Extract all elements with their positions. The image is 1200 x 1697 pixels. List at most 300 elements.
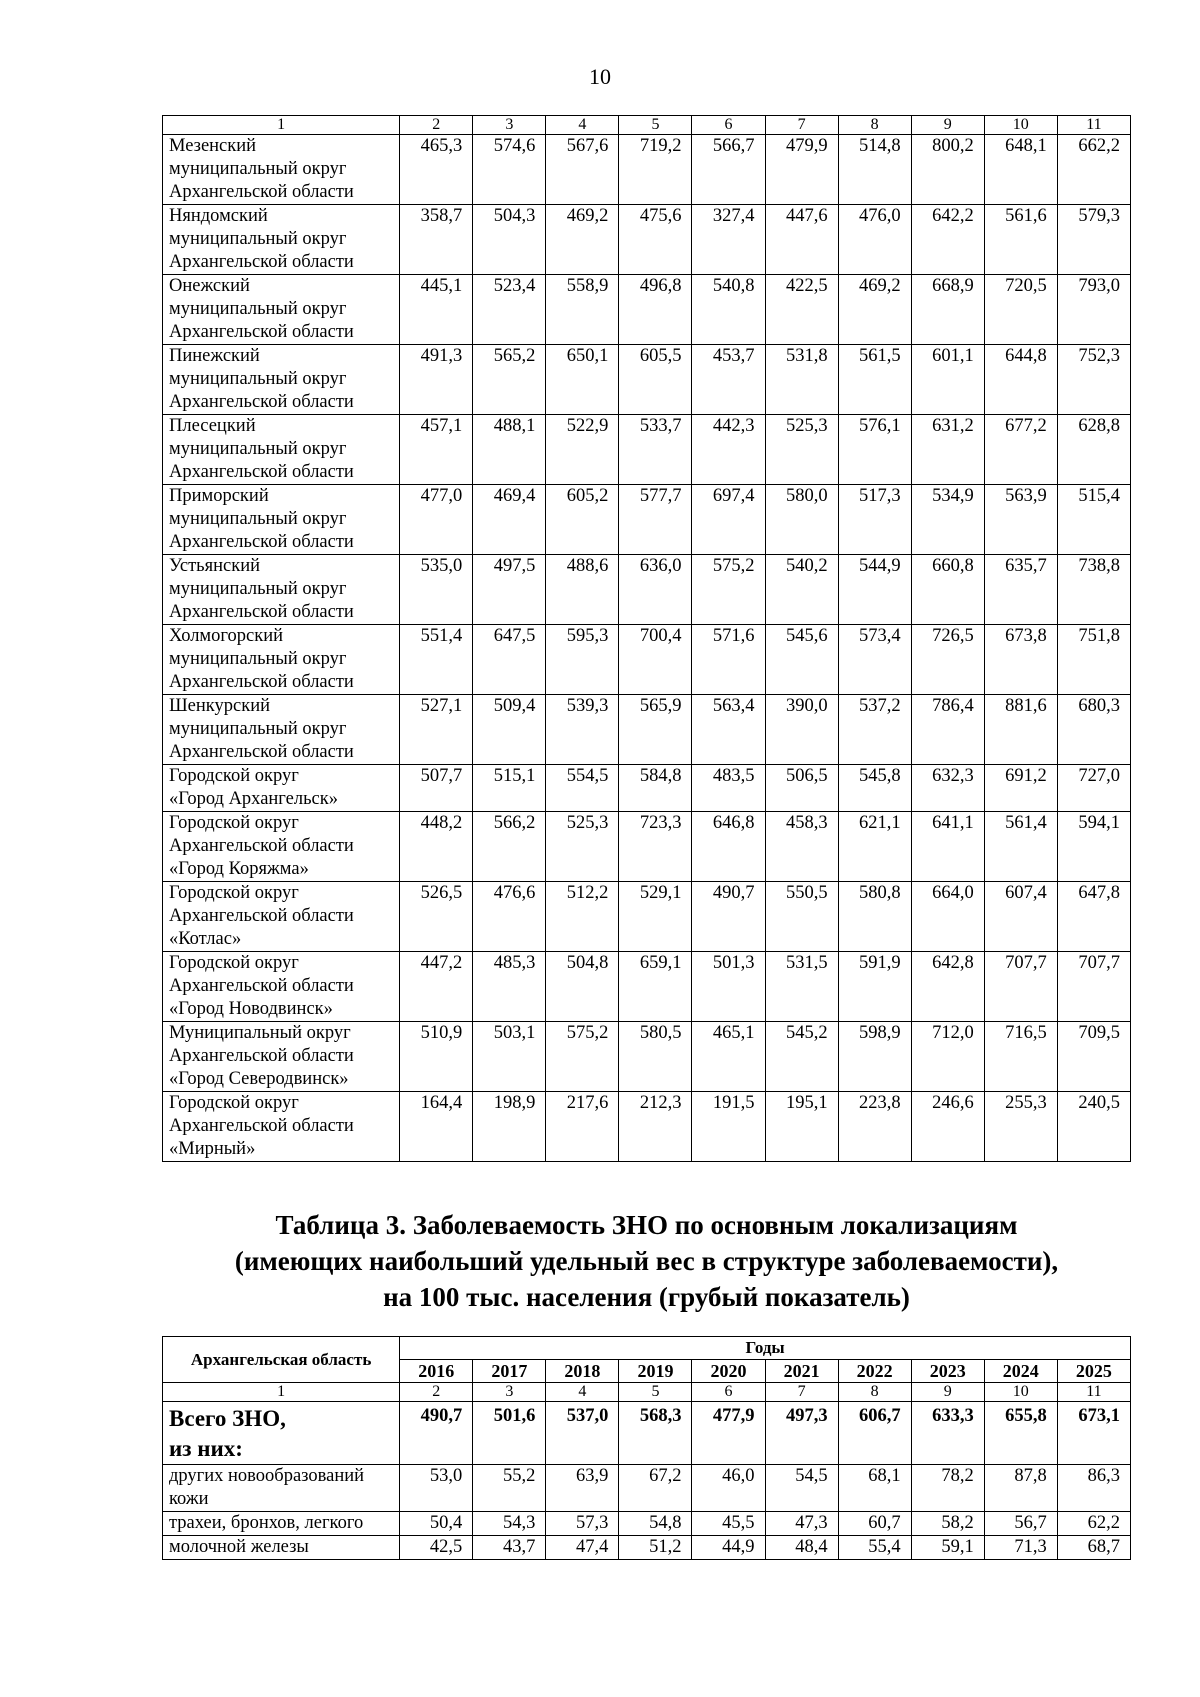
value-cell: 668,9 [911,275,984,345]
value-cell: 641,1 [911,812,984,882]
value-cell: 677,2 [984,415,1057,485]
row-name-line: Архангельской области [169,532,354,552]
value-cell: 650,1 [546,345,619,415]
year-cell: 2023 [911,1360,984,1383]
value-cell: 47,3 [765,1512,838,1536]
value-cell: 44,9 [692,1536,765,1560]
value-cell: 605,2 [546,485,619,555]
value-cell: 255,3 [984,1092,1057,1162]
column-index-cell: 10 [984,1383,1057,1402]
value-cell: 525,3 [546,812,619,882]
value-cell: 442,3 [692,415,765,485]
value-cell: 43,7 [473,1536,546,1560]
row-name-line: трахеи, бронхов, легкого [169,1513,364,1533]
row-name-line: Архангельской области [169,602,354,622]
value-cell: 545,2 [765,1022,838,1092]
value-cell: 561,5 [838,345,911,415]
value-cell: 497,5 [473,555,546,625]
value-cell: 246,6 [911,1092,984,1162]
value-cell: 240,5 [1057,1092,1130,1162]
value-cell: 580,8 [838,882,911,952]
value-cell: 635,7 [984,555,1057,625]
row-name-line: Холмогорский [169,626,284,646]
row-name-cell [163,812,400,882]
value-cell: 680,3 [1057,695,1130,765]
value-cell: 54,5 [765,1465,838,1512]
column-index-cell: 1 [163,1383,400,1402]
value-cell: 537,0 [546,1402,619,1465]
value-cell: 540,8 [692,275,765,345]
row-name-cell [163,882,400,952]
value-cell: 507,7 [400,765,473,812]
row-name-line: Онежский [169,276,250,296]
row-name-line: Мезенский [169,136,257,156]
value-cell: 719,2 [619,135,692,205]
row-name-line: других новообразований [169,1466,365,1486]
table-row [163,345,1131,415]
value-cell: 86,3 [1057,1465,1130,1512]
value-cell: 793,0 [1057,275,1130,345]
value-cell: 535,0 [400,555,473,625]
value-cell: 453,7 [692,345,765,415]
row-name-line: Няндомский [169,206,268,226]
value-cell: 485,3 [473,952,546,1022]
table-row [163,952,1131,1022]
table-row [163,1465,1131,1512]
value-cell: 644,8 [984,345,1057,415]
row-name-cell [163,1536,400,1560]
value-cell: 550,5 [765,882,838,952]
value-cell: 477,0 [400,485,473,555]
row-name-cell [163,135,400,205]
value-cell: 712,0 [911,1022,984,1092]
value-cell: 476,6 [473,882,546,952]
value-cell: 465,3 [400,135,473,205]
value-cell: 447,6 [765,205,838,275]
value-cell: 523,4 [473,275,546,345]
value-cell: 642,2 [911,205,984,275]
value-cell: 726,5 [911,625,984,695]
value-cell: 631,2 [911,415,984,485]
value-cell: 53,0 [400,1465,473,1512]
value-cell: 488,1 [473,415,546,485]
value-cell: 691,2 [984,765,1057,812]
value-cell: 647,5 [473,625,546,695]
value-cell: 800,2 [911,135,984,205]
value-cell: 483,5 [692,765,765,812]
row-name-cell [163,205,400,275]
table-row [163,555,1131,625]
table-row [163,205,1131,275]
row-name-cell [163,625,400,695]
row-name-line: Архангельской области [169,906,354,926]
row-name-line: кожи [169,1489,209,1509]
table-row [163,882,1131,952]
value-cell: 527,1 [400,695,473,765]
row-name-line: Городской округ [169,813,299,833]
column-index-cell: 4 [546,116,619,135]
table-row [163,1092,1131,1162]
total-row [163,1402,1131,1465]
year-cell: 2025 [1057,1360,1130,1383]
value-cell: 563,9 [984,485,1057,555]
value-cell: 191,5 [692,1092,765,1162]
value-cell: 579,3 [1057,205,1130,275]
value-cell: 606,7 [838,1402,911,1465]
table-row [163,1512,1131,1536]
value-cell: 697,4 [692,485,765,555]
column-index-cell: 5 [619,116,692,135]
value-cell: 647,8 [1057,882,1130,952]
value-cell: 503,1 [473,1022,546,1092]
value-cell: 512,2 [546,882,619,952]
row-name-cell [163,765,400,812]
row-name-cell [163,275,400,345]
value-cell: 554,5 [546,765,619,812]
column-index-cell: 2 [400,1383,473,1402]
value-cell: 448,2 [400,812,473,882]
row-name-cell [163,1465,400,1512]
row-name-line: Архангельской области [169,742,354,762]
value-cell: 580,5 [619,1022,692,1092]
value-cell: 636,0 [619,555,692,625]
column-index-cell: 8 [838,1383,911,1402]
value-cell: 510,9 [400,1022,473,1092]
value-cell: 71,3 [984,1536,1057,1560]
value-cell: 563,4 [692,695,765,765]
value-cell: 479,9 [765,135,838,205]
value-cell: 720,5 [984,275,1057,345]
row-name-line: молочной железы [169,1537,309,1557]
year-cell: 2019 [619,1360,692,1383]
column-index-row [163,116,1131,135]
value-cell: 533,7 [619,415,692,485]
value-cell: 594,1 [1057,812,1130,882]
value-cell: 515,1 [473,765,546,812]
value-cell: 422,5 [765,275,838,345]
year-cell: 2024 [984,1360,1057,1383]
row-name-line: из них: [169,1436,243,1461]
row-name-line: Городской округ [169,883,299,903]
value-cell: 595,3 [546,625,619,695]
value-cell: 558,9 [546,275,619,345]
value-cell: 501,6 [473,1402,546,1465]
year-cell: 2016 [400,1360,473,1383]
value-cell: 577,7 [619,485,692,555]
region-header: Архангельская область [163,1337,400,1383]
value-cell: 217,6 [546,1092,619,1162]
row-name-line: муниципальный округ [169,579,347,599]
value-cell: 490,7 [400,1402,473,1465]
row-name-line: Архангельской области [169,1046,354,1066]
value-cell: 574,6 [473,135,546,205]
value-cell: 751,8 [1057,625,1130,695]
row-name-cell [163,1402,400,1465]
value-cell: 51,2 [619,1536,692,1560]
value-cell: 48,4 [765,1536,838,1560]
value-cell: 545,8 [838,765,911,812]
value-cell: 522,9 [546,415,619,485]
value-cell: 621,1 [838,812,911,882]
table3-caption [162,1207,1131,1315]
value-cell: 447,2 [400,952,473,1022]
value-cell: 517,3 [838,485,911,555]
value-cell: 477,9 [692,1402,765,1465]
row-name-cell [163,695,400,765]
value-cell: 539,3 [546,695,619,765]
value-cell: 45,5 [692,1512,765,1536]
value-cell: 598,9 [838,1022,911,1092]
value-cell: 531,8 [765,345,838,415]
value-cell: 55,4 [838,1536,911,1560]
value-cell: 164,4 [400,1092,473,1162]
value-cell: 565,9 [619,695,692,765]
value-cell: 47,4 [546,1536,619,1560]
value-cell: 561,6 [984,205,1057,275]
value-cell: 68,1 [838,1465,911,1512]
row-name-line: «Котлас» [169,929,242,949]
row-name-cell [163,952,400,1022]
value-cell: 526,5 [400,882,473,952]
table-row [163,275,1131,345]
value-cell: 707,7 [1057,952,1130,1022]
header-row [163,1337,1131,1360]
value-cell: 42,5 [400,1536,473,1560]
value-cell: 642,8 [911,952,984,1022]
row-name-line: «Город Новодвинск» [169,999,333,1019]
value-cell: 660,8 [911,555,984,625]
row-name-line: Архангельской области [169,462,354,482]
value-cell: 501,3 [692,952,765,1022]
table-row [163,1536,1131,1560]
value-cell: 571,6 [692,625,765,695]
column-index-cell: 6 [692,1383,765,1402]
value-cell: 58,2 [911,1512,984,1536]
value-cell: 63,9 [546,1465,619,1512]
row-name-line: муниципальный округ [169,369,347,389]
value-cell: 881,6 [984,695,1057,765]
value-cell: 673,8 [984,625,1057,695]
value-cell: 700,4 [619,625,692,695]
column-index-cell: 9 [911,116,984,135]
column-index-cell: 7 [765,1383,838,1402]
row-name-line: муниципальный округ [169,229,347,249]
caption-line: Таблица 3. Заболеваемость ЗНО по основным локализациям [275,1210,1018,1240]
value-cell: 664,0 [911,882,984,952]
row-name-line: «Город Архангельск» [169,789,338,809]
row-name-line: Всего ЗНО, [169,1406,286,1431]
value-cell: 67,2 [619,1465,692,1512]
value-cell: 551,4 [400,625,473,695]
value-cell: 54,8 [619,1512,692,1536]
row-name-line: Городской округ [169,766,299,786]
value-cell: 496,8 [619,275,692,345]
row-name-line: муниципальный округ [169,299,347,319]
table-row [163,695,1131,765]
column-index-cell: 5 [619,1383,692,1402]
table-row [163,135,1131,205]
table-row [163,812,1131,882]
row-name-line: «Мирный» [169,1139,256,1159]
row-name-cell [163,555,400,625]
value-cell: 488,6 [546,555,619,625]
column-index-cell: 2 [400,116,473,135]
value-cell: 514,8 [838,135,911,205]
row-name-cell [163,1092,400,1162]
value-cell: 633,3 [911,1402,984,1465]
value-cell: 584,8 [619,765,692,812]
caption-line: (имеющих наибольший удельный вес в структуре заболеваемости), [234,1246,1059,1276]
year-cell: 2021 [765,1360,838,1383]
value-cell: 544,9 [838,555,911,625]
value-cell: 515,4 [1057,485,1130,555]
value-cell: 580,0 [765,485,838,555]
value-cell: 445,1 [400,275,473,345]
value-cell: 655,8 [984,1402,1057,1465]
value-cell: 475,6 [619,205,692,275]
localization-table [162,1336,1131,1560]
value-cell: 469,4 [473,485,546,555]
row-name-line: Городской округ [169,1093,299,1113]
row-name-line: Архангельской области [169,976,354,996]
value-cell: 458,3 [765,812,838,882]
value-cell: 659,1 [619,952,692,1022]
table-row [163,765,1131,812]
row-name-cell [163,485,400,555]
value-cell: 87,8 [984,1465,1057,1512]
value-cell: 504,8 [546,952,619,1022]
table-row [163,415,1131,485]
row-name-line: Пинежский [169,346,260,366]
value-cell: 198,9 [473,1092,546,1162]
district-table [162,115,1131,1162]
value-cell: 504,3 [473,205,546,275]
page-number: 10 [589,64,611,89]
row-name-cell [163,345,400,415]
value-cell: 567,6 [546,135,619,205]
caption-line: на 100 тыс. населения (грубый показатель) [383,1282,910,1312]
value-cell: 327,4 [692,205,765,275]
row-name-line: Муниципальный округ [169,1023,351,1043]
value-cell: 607,4 [984,882,1057,952]
column-index-cell: 6 [692,116,765,135]
column-index-cell: 7 [765,116,838,135]
row-name-line: муниципальный округ [169,649,347,669]
value-cell: 628,8 [1057,415,1130,485]
row-name-cell [163,1022,400,1092]
value-cell: 60,7 [838,1512,911,1536]
value-cell: 646,8 [692,812,765,882]
column-index-cell: 11 [1057,1383,1130,1402]
column-index-cell: 1 [163,116,400,135]
value-cell: 662,2 [1057,135,1130,205]
value-cell: 673,1 [1057,1402,1130,1465]
value-cell: 716,5 [984,1022,1057,1092]
value-cell: 648,1 [984,135,1057,205]
value-cell: 55,2 [473,1465,546,1512]
table-row [163,625,1131,695]
column-index-cell: 4 [546,1383,619,1402]
row-name-line: муниципальный округ [169,159,347,179]
row-name-line: Архангельской области [169,392,354,412]
value-cell: 738,8 [1057,555,1130,625]
row-name-line: Архангельской области [169,322,354,342]
year-cell: 2018 [546,1360,619,1383]
row-name-cell [163,1512,400,1536]
row-name-line: муниципальный округ [169,509,347,529]
value-cell: 457,1 [400,415,473,485]
table-row [163,1022,1131,1092]
column-index-row [163,1383,1131,1402]
value-cell: 561,4 [984,812,1057,882]
value-cell: 59,1 [911,1536,984,1560]
value-cell: 476,0 [838,205,911,275]
value-cell: 358,7 [400,205,473,275]
column-index-cell: 9 [911,1383,984,1402]
value-cell: 465,1 [692,1022,765,1092]
row-name-line: Архангельской области [169,252,354,272]
value-cell: 469,2 [546,205,619,275]
row-name-line: муниципальный округ [169,439,347,459]
value-cell: 591,9 [838,952,911,1022]
column-index-cell: 8 [838,116,911,135]
row-name-line: Приморский [169,486,269,506]
row-name-line: «Город Северодвинск» [169,1069,349,1089]
row-name-cell [163,415,400,485]
value-cell: 62,2 [1057,1512,1130,1536]
value-cell: 212,3 [619,1092,692,1162]
value-cell: 566,7 [692,135,765,205]
row-name-line: Архангельской области [169,182,354,202]
row-name-line: «Город Коряжма» [169,859,309,879]
row-name-line: Устьянский [169,556,261,576]
value-cell: 525,3 [765,415,838,485]
value-cell: 575,2 [546,1022,619,1092]
column-index-cell: 3 [473,116,546,135]
value-cell: 566,2 [473,812,546,882]
value-cell: 576,1 [838,415,911,485]
value-cell: 509,4 [473,695,546,765]
value-cell: 632,3 [911,765,984,812]
value-cell: 545,6 [765,625,838,695]
value-cell: 50,4 [400,1512,473,1536]
value-cell: 709,5 [1057,1022,1130,1092]
row-name-line: Архангельской области [169,672,354,692]
value-cell: 534,9 [911,485,984,555]
value-cell: 497,3 [765,1402,838,1465]
value-cell: 727,0 [1057,765,1130,812]
value-cell: 531,5 [765,952,838,1022]
value-cell: 568,3 [619,1402,692,1465]
column-index-cell: 10 [984,116,1057,135]
row-name-line: Шенкурский [169,696,271,716]
value-cell: 68,7 [1057,1536,1130,1560]
value-cell: 565,2 [473,345,546,415]
year-cell: 2020 [692,1360,765,1383]
value-cell: 707,7 [984,952,1057,1022]
column-index-cell: 3 [473,1383,546,1402]
value-cell: 537,2 [838,695,911,765]
year-cell: 2017 [473,1360,546,1383]
row-name-line: Архангельской области [169,1116,354,1136]
value-cell: 390,0 [765,695,838,765]
value-cell: 786,4 [911,695,984,765]
value-cell: 469,2 [838,275,911,345]
value-cell: 605,5 [619,345,692,415]
value-cell: 195,1 [765,1092,838,1162]
value-cell: 529,1 [619,882,692,952]
table-row [163,485,1131,555]
